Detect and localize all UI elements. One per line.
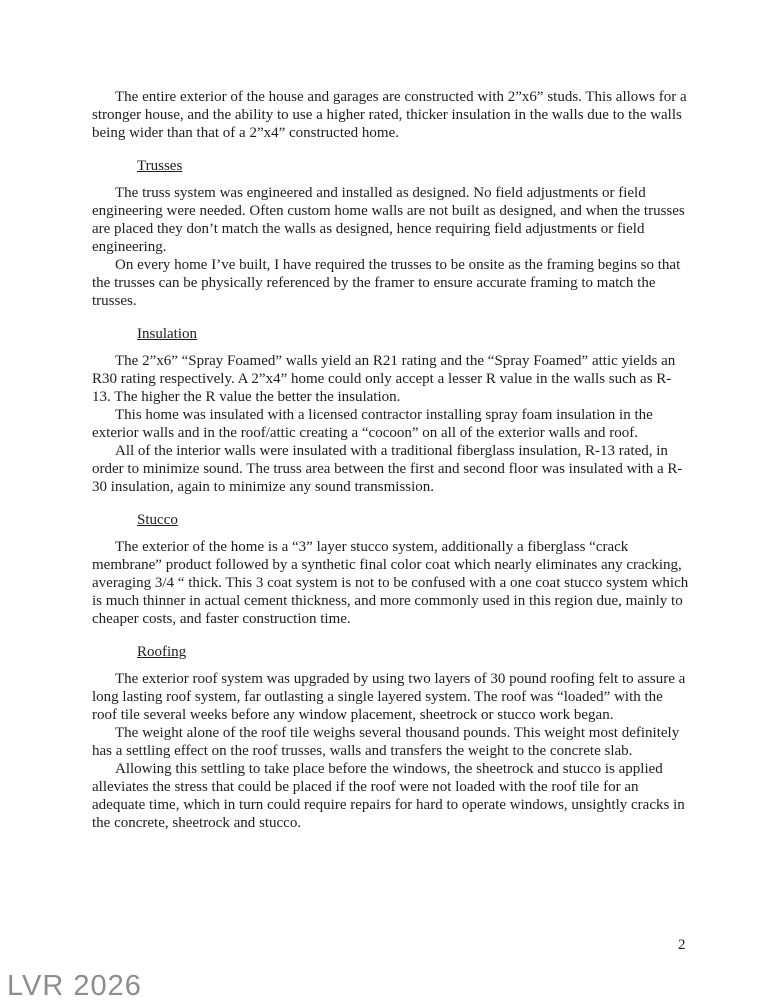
section-heading-insulation: Insulation [137, 326, 197, 342]
page-number: 2 [678, 937, 686, 953]
paragraph: Allowing this settling to take place before the windows, the sheetrock and stucco is applied alleviates the stress that could be placed if the roof were not loaded with the roof tile for an adequate time, which in turn could require repairs for hard to operate windows, unsightly cracks in the concrete, sheetrock and stucco. [92, 761, 685, 831]
paragraph: The exterior of the home is a “3” layer stucco system, additionally a fiberglass “crack membrane” product followed by a synthetic final color coat which nearly eliminates any cracking, averaging 3/4 “ thick. This 3 coat system is not to be confused with a one coat stucco system which is much thinner in actual cement thickness, and more commonly used in this region due, mainly to cheaper costs, and faster construction time. [92, 539, 689, 627]
paragraph: The weight alone of the roof tile weighs several thousand pounds. This weight most definitely has a settling effect on the roof trusses, walls and transfers the weight to the concrete slab. [92, 725, 680, 759]
section-trusses [92, 157, 690, 310]
document-content [92, 88, 690, 832]
section-heading-trusses: Trusses [137, 158, 183, 174]
paragraph: The 2”x6” “Spray Foamed” walls yield an R21 rating and the “Spray Foamed” attic yields an R30 rating respectively. A 2”x4” home could only accept a lesser R value in the walls such as R-13. The higher the R value the better the insulation. [92, 353, 676, 405]
intro-paragraph: The entire exterior of the house and garages are constructed with 2”x6” studs. This allows for a stronger house, and the ability to use a higher rated, thicker insulation in the walls due to the walls being wider than that of a 2”x4” constructed home. [92, 89, 687, 141]
section-roofing [92, 643, 690, 832]
section-heading-stucco: Stucco [137, 512, 178, 528]
paragraph: This home was insulated with a licensed contractor installing spray foam insulation in the exterior walls and in the roof/attic creating a “cocoon” on all of the exterior walls and roof. [92, 407, 653, 441]
section-heading-roofing: Roofing [137, 644, 187, 660]
section-insulation [92, 325, 690, 496]
watermark: LVR 2026 [7, 970, 142, 1002]
paragraph: The truss system was engineered and installed as designed. No field adjustments or field engineering were needed. Often custom home walls are not built as designed, and when the trusses are placed they don’t match the walls as designed, hence requiring field adjustments or field engineering. [92, 185, 685, 255]
section-stucco [92, 511, 690, 628]
paragraph: All of the interior walls were insulated with a traditional fiberglass insulation, R-13 rated, in order to minimize sound. The truss area between the first and second floor was insulated with a R-30 insulation, again to minimize any sound transmission. [92, 443, 683, 495]
paragraph: The exterior roof system was upgraded by using two layers of 30 pound roofing felt to assure a long lasting roof system, far outlasting a single layered system. The roof was “loaded” with the roof tile several weeks before any window placement, sheetrock or stucco work began. [92, 671, 686, 723]
paragraph: On every home I’ve built, I have required the trusses to be onsite as the framing begins so that the trusses can be physically referenced by the framer to ensure accurate framing to match the trusses. [92, 257, 681, 309]
